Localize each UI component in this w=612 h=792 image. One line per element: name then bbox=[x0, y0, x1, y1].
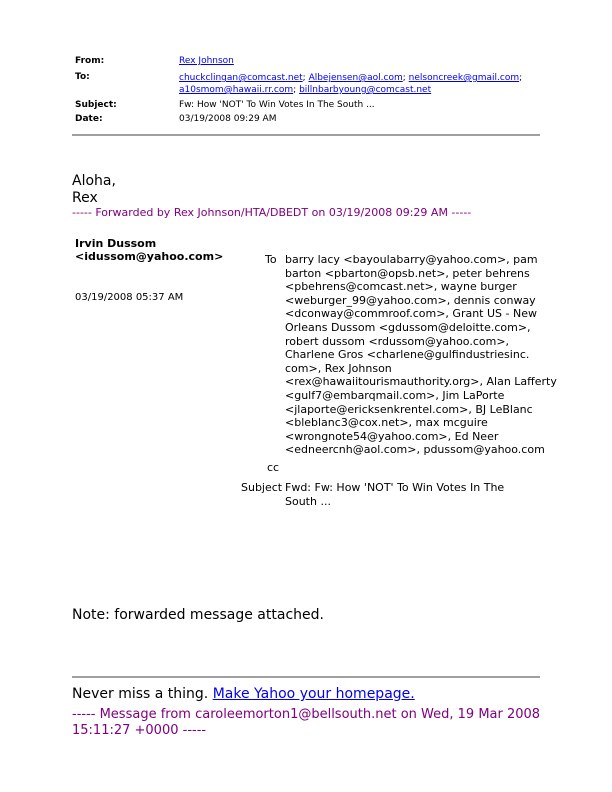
subject-label: Subject: bbox=[75, 100, 117, 110]
recipient-line: <bleblanc3@cox.net>, max mcguire bbox=[285, 416, 488, 430]
recipient-line: <edneercnh@aol.com>, pdussom@yahoo.com bbox=[285, 443, 545, 457]
subject-line: South ... bbox=[285, 494, 331, 508]
to-recipient-link[interactable]: Albejensen@aol.com bbox=[308, 73, 403, 83]
yahoo-homepage-link[interactable]: Make Yahoo your homepage. bbox=[212, 686, 415, 702]
recipient-line: <jlaporte@ericksenkrentel.com>, BJ LeBlanc bbox=[285, 402, 533, 416]
forwarded-by-line: ----- Forwarded by Rex Johnson/HTA/DBEDT on 03/19/2008 09:29 AM ----- bbox=[72, 206, 472, 219]
forwarded-sender bbox=[75, 237, 223, 263]
recipient-line: <wrongnote54@yahoo.com>, Ed Neer bbox=[285, 429, 499, 443]
yahoo-promo bbox=[72, 686, 415, 702]
to-recipient-link[interactable]: chuckclingan@comcast.net bbox=[179, 73, 303, 83]
cc-label: cc bbox=[267, 461, 280, 474]
from-label: From: bbox=[75, 56, 105, 66]
to-recipients bbox=[179, 72, 529, 96]
greeting: Aloha, bbox=[72, 173, 116, 189]
sender-email: <idussom@yahoo.com> bbox=[75, 250, 224, 263]
message-from-line: ----- Message from caroleemorton1@bellsouth.net on Wed, 19 Mar 2008 bbox=[72, 707, 541, 722]
to-label: To: bbox=[75, 72, 90, 82]
subject-value: Fw: How 'NOT' To Win Votes In The South ... bbox=[179, 100, 375, 110]
recipient-line: <rex@hawaiitourismauthority.org>, Alan Lafferty bbox=[285, 375, 557, 389]
to-separator: ; bbox=[402, 73, 406, 83]
message-from-line: 15:11:27 +0000 ----- bbox=[72, 723, 207, 738]
sender-name: Irvin Dussom bbox=[75, 237, 157, 250]
subject-line: Fwd: Fw: How 'NOT' To Win Votes In The bbox=[285, 481, 505, 494]
sent-date: 03/19/2008 05:37 AM bbox=[75, 292, 184, 303]
signature: Rex bbox=[72, 190, 98, 206]
recipient-line: <pbehrens@comcast.net>, wayne burger bbox=[285, 280, 517, 294]
recipient-line: <gulf7@embarqmail.com>, Jim LaPorte bbox=[285, 388, 505, 402]
recipient-line: Charlene Gros <charlene@gulfindustriesinc. bbox=[285, 348, 530, 362]
recipient-line: robert dussom <rdussom@yahoo.com>, bbox=[285, 334, 510, 348]
recipient-line: com>, Rex Johnson bbox=[285, 361, 392, 375]
forwarded-subject bbox=[285, 481, 545, 508]
date-label: Date: bbox=[75, 114, 103, 124]
header-divider bbox=[72, 134, 540, 136]
footer-divider bbox=[72, 676, 540, 678]
message-from-block bbox=[72, 707, 540, 739]
to-separator: ; bbox=[293, 85, 297, 95]
from-value-link[interactable]: Rex Johnson bbox=[179, 56, 234, 66]
date-value: 03/19/2008 09:29 AM bbox=[179, 114, 277, 124]
to-recipient-link[interactable]: billnbarbyoung@comcast.net bbox=[299, 85, 432, 95]
promo-text: Never miss a thing. bbox=[72, 686, 213, 702]
recipient-line: <dconway@commroof.com>, Grant US - New bbox=[285, 307, 537, 321]
to-separator: ; bbox=[519, 73, 523, 83]
to-separator: ; bbox=[302, 73, 306, 83]
to-recipient-link[interactable]: a10smom@hawaii.rr.com bbox=[179, 85, 294, 95]
to-recipients-list bbox=[285, 253, 557, 457]
to-field-label: To bbox=[265, 253, 277, 266]
subject-field-label: Subject bbox=[241, 481, 283, 494]
note-text: Note: forwarded message attached. bbox=[72, 607, 324, 623]
to-recipient-link[interactable]: nelsoncreek@gmail.com bbox=[408, 73, 520, 83]
recipient-line: Orleans Dussom <gdussom@deloitte.com>, bbox=[285, 320, 531, 334]
recipient-line: barry lacy <bayoulabarry@yahoo.com>, pam bbox=[285, 253, 538, 266]
recipient-line: barton <pbarton@opsb.net>, peter behrens bbox=[285, 266, 530, 280]
recipient-line: <weburger_99@yahoo.com>, dennis conway bbox=[285, 293, 536, 307]
